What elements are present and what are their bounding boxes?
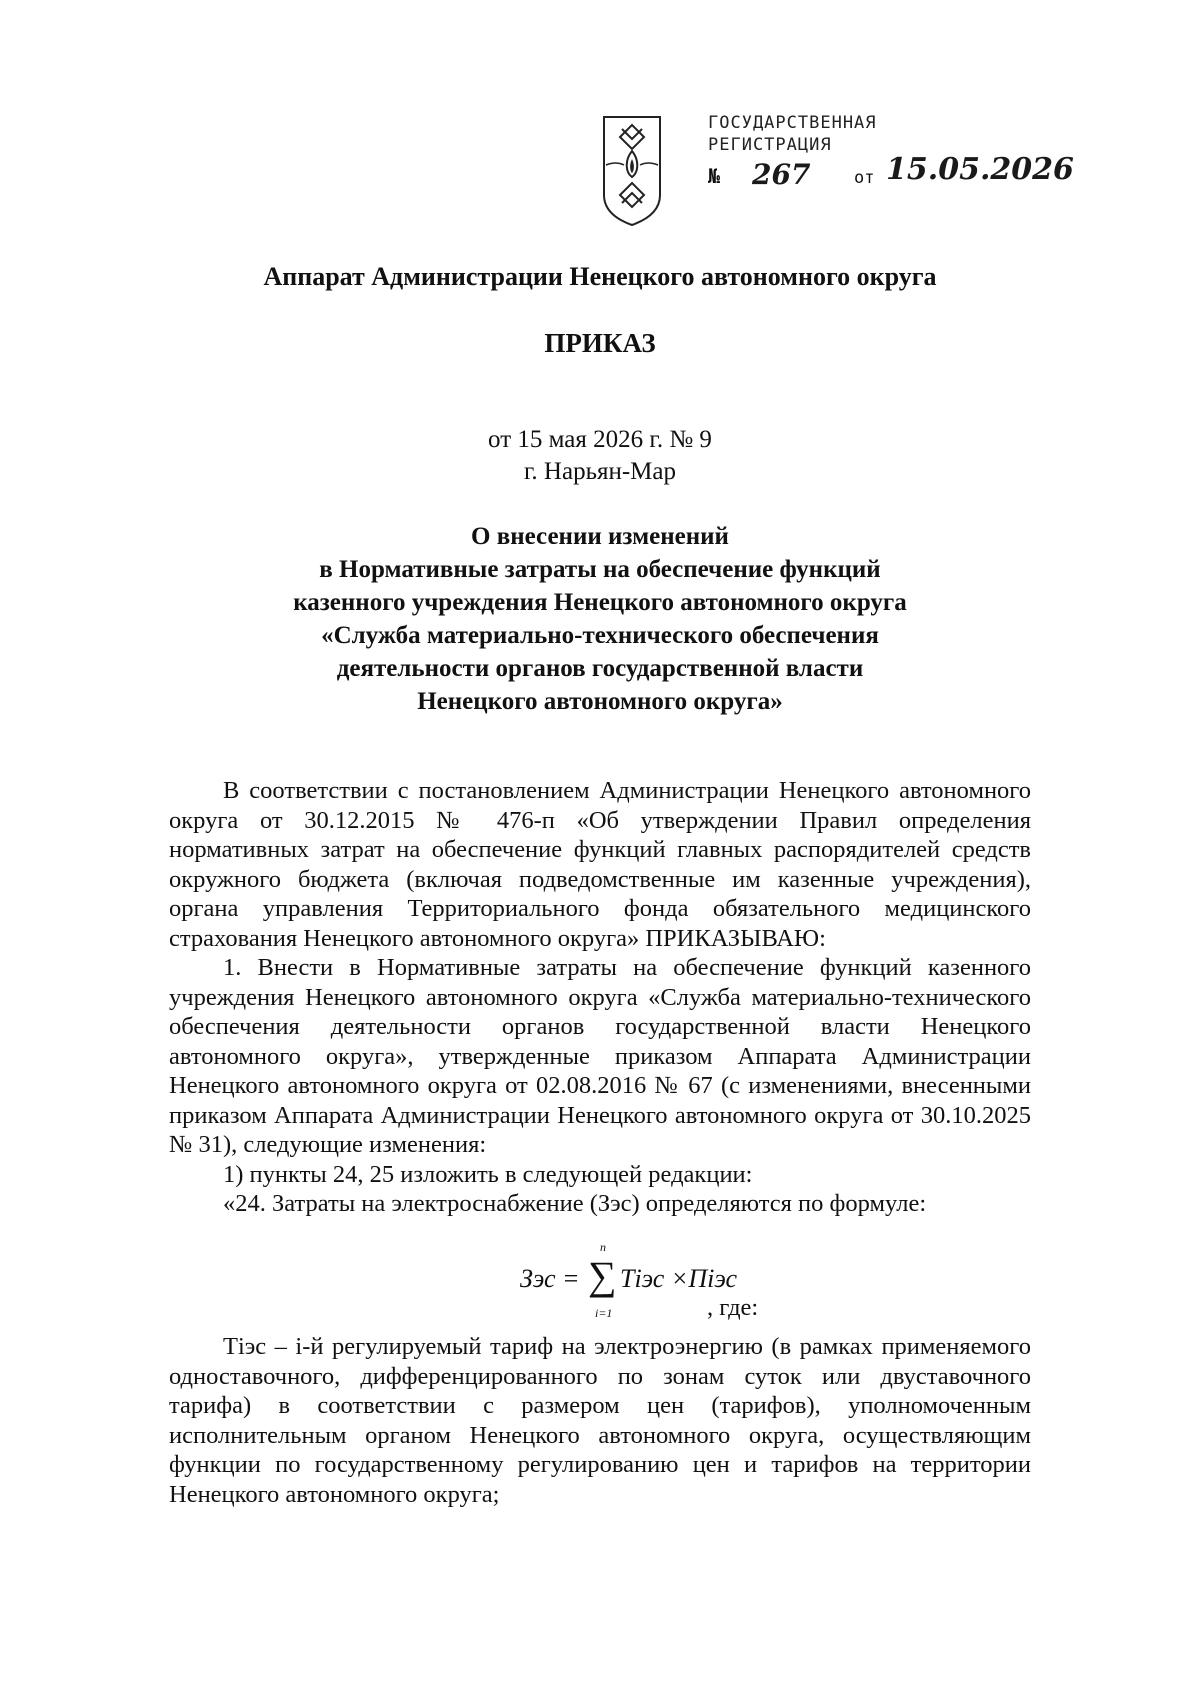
order-place: г. Нарьян-Мар xyxy=(523,458,676,485)
formula-lhs: Зэс = xyxy=(520,1264,580,1293)
registration-number-label: № xyxy=(708,164,721,188)
paragraph-preamble: В соответствии с постановлением Администрации Ненецкого автономного округа от 30.12.2015 № 476-п «Об утверждении Правил определения нормативных затрат на обеспечение функций главных распорядителей средств окружного бюджета (включая подведомственные им казенные учреждения), органа управления Территориального фонда обязательного медицинского страхования Ненецкого автономного округа» ПРИКАЗЫВАЮ: xyxy=(169,777,1031,952)
sum-symbol: ∑ xyxy=(588,1253,617,1298)
title-line: О внесении изменений xyxy=(471,523,729,550)
registration-stamp xyxy=(708,112,877,156)
date-and-place xyxy=(150,424,1050,488)
registration-number-value: 267 xyxy=(752,158,811,191)
coat-of-arms-emblem xyxy=(600,115,664,227)
paragraph-point-24: «24. Затраты на электроснабжение (Зэс) определяются по формуле: xyxy=(223,1190,927,1217)
order-body-continued xyxy=(169,1332,1031,1509)
title-line: Ненецкого автономного округа» xyxy=(417,688,783,715)
title-line: казенного учреждения Ненецкого автономного округа xyxy=(293,589,907,616)
formula-lower-limit: i=1 xyxy=(595,1306,613,1320)
order-title xyxy=(150,520,1050,718)
order-body xyxy=(169,776,1031,1219)
document-type: ПРИКАЗ xyxy=(544,328,656,358)
formula-upper-limit: n xyxy=(600,1240,606,1254)
stamp-line-1: ГОСУДАРСТВЕННАЯ xyxy=(708,113,877,133)
registration-number-line xyxy=(708,152,1074,198)
formula-rhs: Тiэс ×Пiэс xyxy=(620,1264,738,1293)
formula-where: , где: xyxy=(707,1294,759,1321)
order-date-number: от 15 мая 2026 г. № 9 xyxy=(488,426,712,453)
organization-name: Аппарат Администрации Ненецкого автономного округа xyxy=(263,262,937,291)
paragraph-tariff-definition: Тiэс – i-й регулируемый тариф на электроэнергию (в рамках применяемого одноставочного, дифференцированного по зонам суток или двуставочного тарифа) в соответствии с размером цен (тарифов), уполномоченным исполнительным органом Ненецкого автономного округа, осуществляющим функции по государственному регулированию цен и тарифов на территории Ненецкого автономного округа; xyxy=(169,1333,1031,1508)
formula-electricity-cost xyxy=(520,1240,820,1320)
paragraph-subitem-1: 1) пункты 24, 25 изложить в следующей редакции: xyxy=(223,1160,753,1188)
title-line: деятельности органов государственной власти xyxy=(336,655,864,682)
paragraph-item-1: 1. Внести в Нормативные затраты на обеспечение функций казенного учреждения Ненецкого автономного округа «Служба материально-технического обеспечения деятельности органов государственной власти Ненецкого автономного округа», утвержденные приказом Аппарата Администрации Ненецкого автономного округа от 02.08.2016 № 67 (с изменениями, внесенными приказом Аппарата Администрации Ненецкого автономного округа от 30.10.2025 № 31), следующие изменения: xyxy=(169,954,1031,1158)
title-line: «Служба материально-технического обеспечения xyxy=(321,622,879,649)
registration-date-label: от xyxy=(854,168,875,188)
registration-date-value: 15.05.2026 xyxy=(886,152,1074,187)
title-line: в Нормативные затраты на обеспечение функций xyxy=(319,556,881,583)
stamp-line-2: РЕГИСТРАЦИЯ xyxy=(708,135,832,155)
